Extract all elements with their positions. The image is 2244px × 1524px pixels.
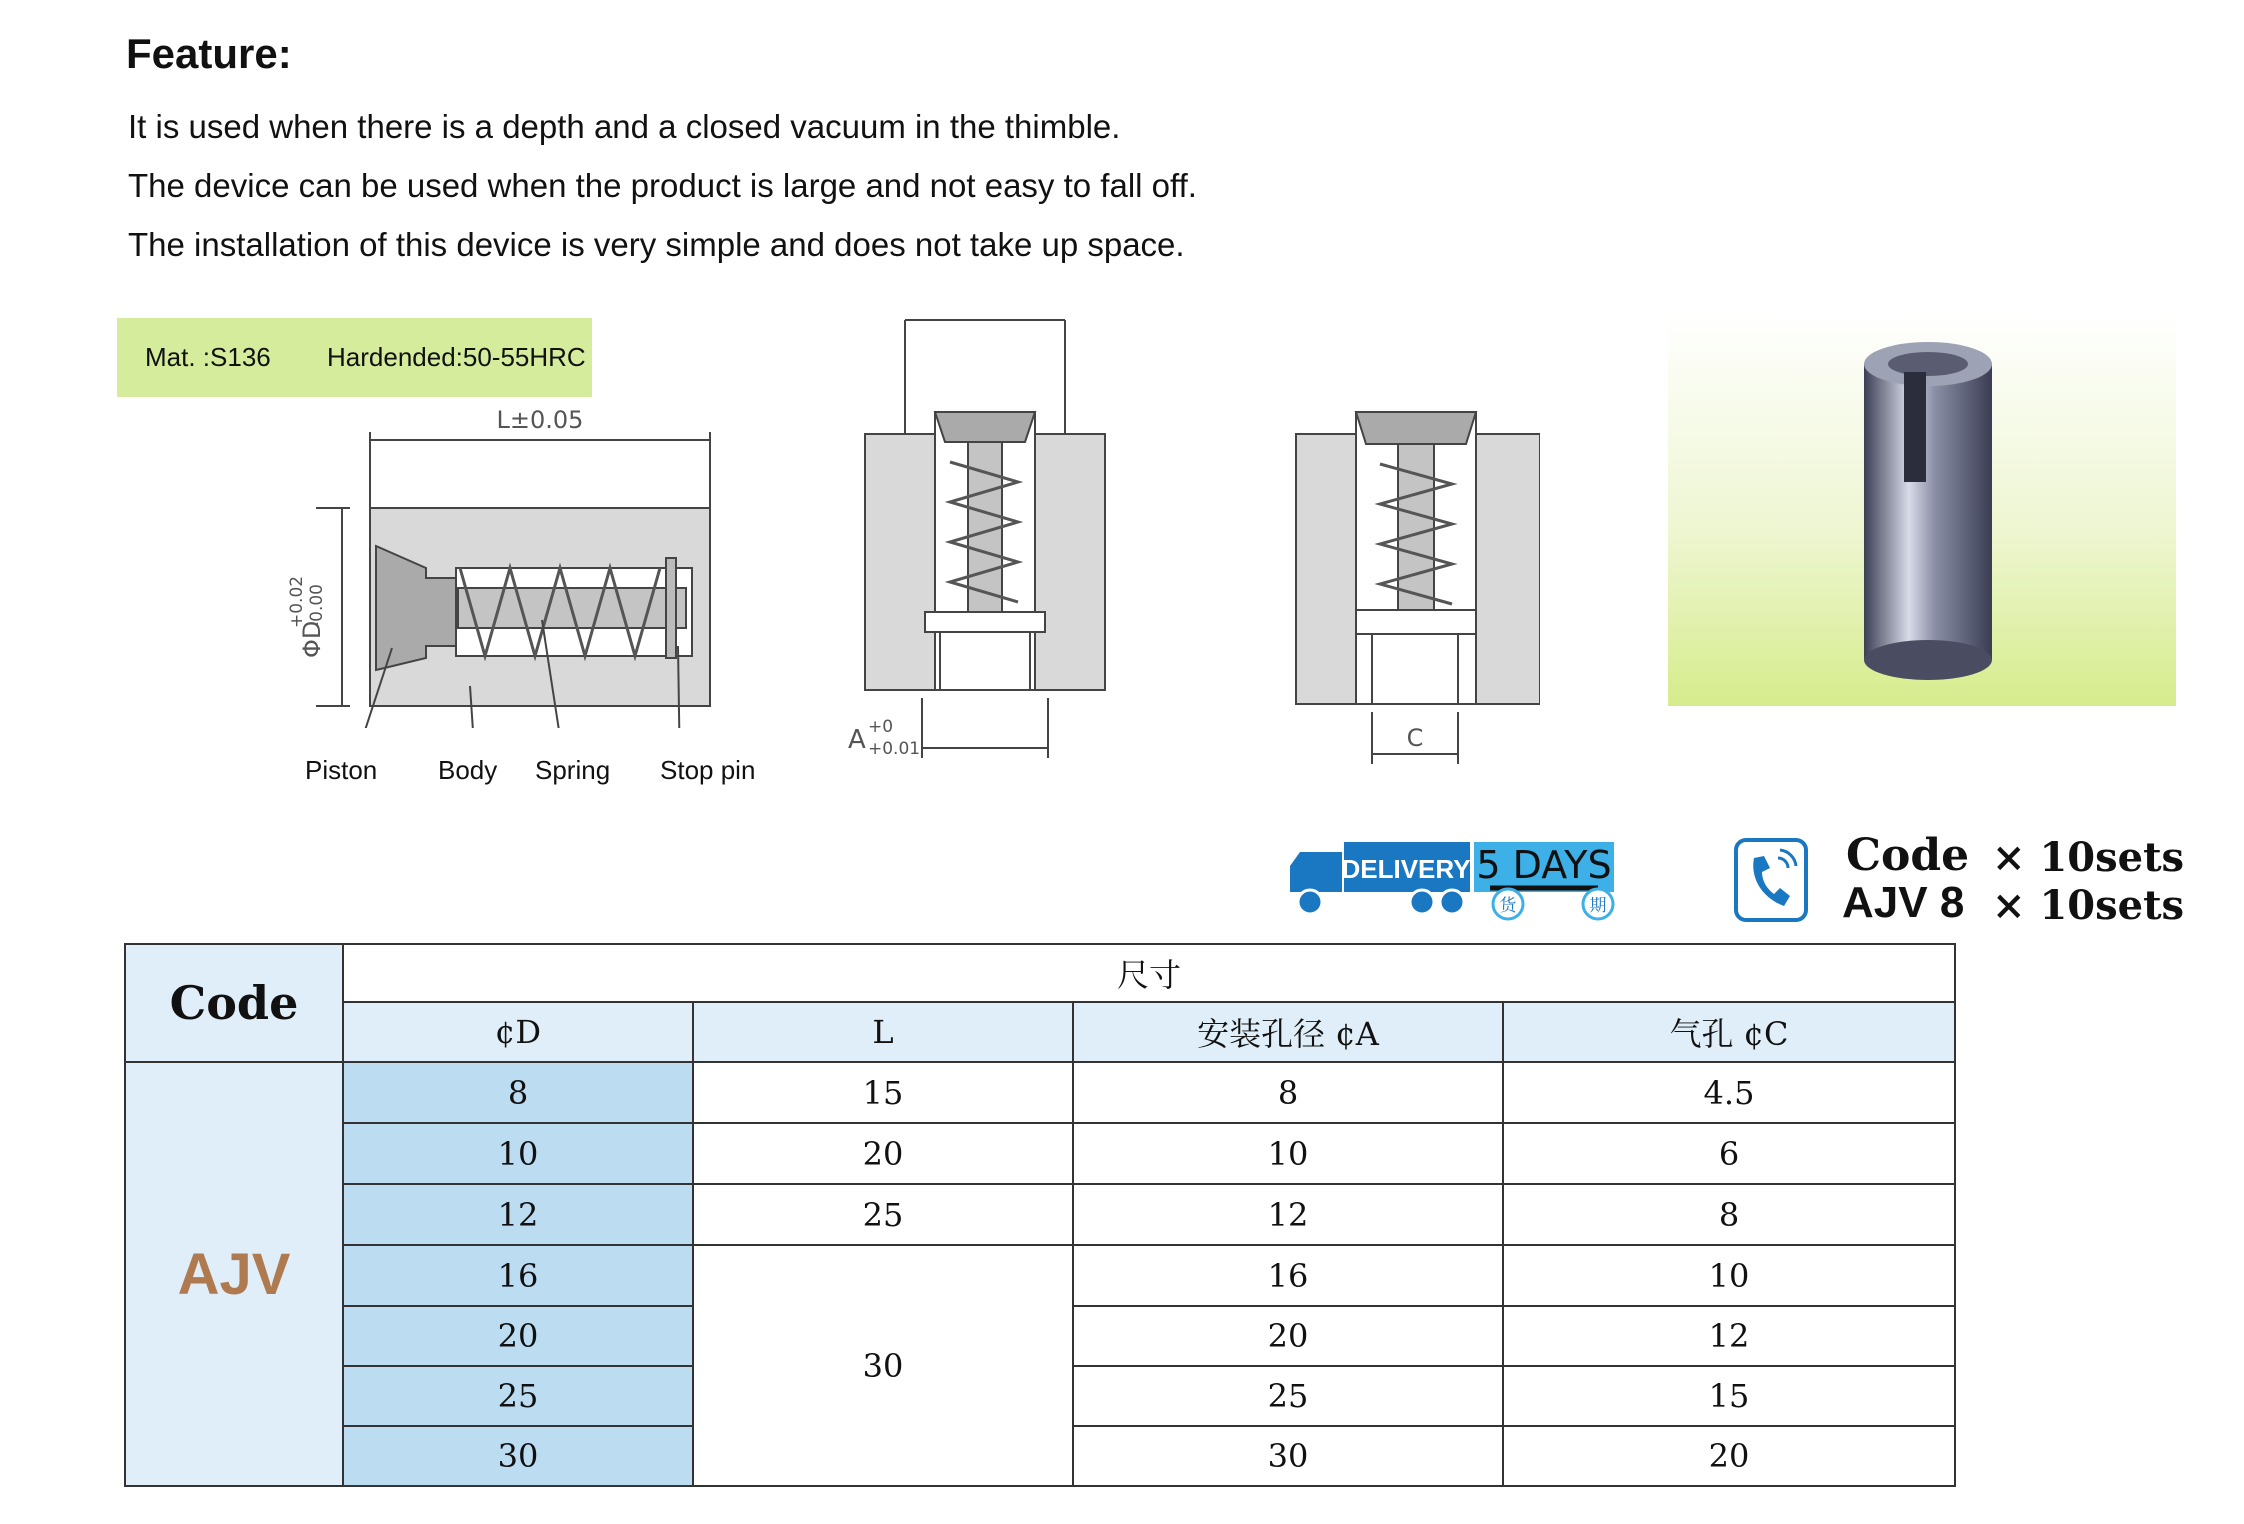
hole-tolerance-lower: +0.01 <box>868 739 921 759</box>
material-label: Mat. :S136 <box>145 342 271 372</box>
table-cell-d: 30 <box>343 1426 693 1486</box>
diameter-tolerance-lower: -0.00 <box>307 584 327 628</box>
table-cell-c: 20 <box>1503 1426 1955 1486</box>
table-cell-a: 20 <box>1073 1306 1503 1366</box>
table-cell-c: 6 <box>1503 1123 1955 1184</box>
delivery-label: DELIVERY <box>1341 854 1471 884</box>
table-cell-c: 8 <box>1503 1184 1955 1245</box>
truck-cab-icon <box>1290 852 1342 892</box>
installation-hole-diagram <box>840 318 1120 768</box>
feature-line-2: The device can be used when the product is large and not easy to fall off. <box>128 167 1197 204</box>
table-cell-l: 20 <box>693 1123 1073 1184</box>
delivery-badge <box>1286 836 1626 922</box>
column-header-d: ¢D <box>343 1002 693 1062</box>
order-code-header: Code <box>1846 830 1970 881</box>
product-cylinder-image <box>1668 312 2176 706</box>
delivery-char-1: 货 <box>1499 896 1517 916</box>
part-label-spring: Spring <box>535 755 611 785</box>
table-cell-a: 8 <box>1073 1062 1503 1123</box>
table-cell-d: 16 <box>343 1245 693 1306</box>
table-cell-a: 10 <box>1073 1123 1503 1184</box>
hardness-label: Hardended:50-55HRC <box>327 342 586 372</box>
diameter-tolerance-upper: +0.02 <box>287 575 307 628</box>
assembly-section-diagram <box>280 408 750 728</box>
size-header: 尺寸 <box>343 944 1955 1002</box>
part-label-stop-pin: Stop pin <box>660 755 756 785</box>
table-cell-a: 16 <box>1073 1245 1503 1306</box>
table-cell-d: 12 <box>343 1184 693 1245</box>
code-header: Code <box>125 944 343 1062</box>
table-cell-c: 15 <box>1503 1366 1955 1426</box>
order-code-example: AJV 8 <box>1842 878 1965 927</box>
table-cell-d: 8 <box>343 1062 693 1123</box>
delivery-days-label: 5 DAYS <box>1476 843 1612 887</box>
code-value-cell: AJV <box>125 1062 343 1486</box>
table-cell-a: 12 <box>1073 1184 1503 1245</box>
feature-line-3: The installation of this device is very simple and does not take up space. <box>128 226 1185 263</box>
air-hole-diagram <box>1280 408 1540 768</box>
delivery-char-2: 期 <box>1589 896 1607 916</box>
table-cell-d: 10 <box>343 1123 693 1184</box>
table-cell-c: 12 <box>1503 1306 1955 1366</box>
table-cell-l: 15 <box>693 1062 1073 1123</box>
part-label-piston: Piston <box>305 755 378 785</box>
table-cell-a: 25 <box>1073 1366 1503 1426</box>
table-cell-l-merged: 30 <box>693 1245 1073 1486</box>
table-cell-c: 10 <box>1503 1245 1955 1306</box>
table-cell-d: 20 <box>343 1306 693 1366</box>
hole-tolerance-upper: +0 <box>868 717 894 737</box>
column-header-a: 安装孔径 ¢A <box>1073 1002 1503 1062</box>
length-dimension-label: L±0.05 <box>496 408 584 434</box>
column-header-c: 气孔 ¢C <box>1503 1002 1955 1062</box>
hole-dimension-label: A <box>848 725 866 755</box>
feature-line-1: It is used when there is a depth and a closed vacuum in the thimble. <box>128 108 1121 145</box>
order-qty-header: × 10sets <box>1992 834 2185 881</box>
phone-icon <box>1734 838 1808 922</box>
part-label-body: Body <box>438 755 498 785</box>
product-photo <box>1668 312 2176 706</box>
column-header-l: L <box>693 1002 1073 1062</box>
table-cell-a: 30 <box>1073 1426 1503 1486</box>
feature-title: Feature: <box>126 30 292 77</box>
table-cell-d: 25 <box>343 1366 693 1426</box>
spec-table <box>124 943 1956 1487</box>
material-box <box>117 318 592 397</box>
table-cell-l: 25 <box>693 1184 1073 1245</box>
diameter-dimension-label: ΦD <box>298 620 326 658</box>
air-hole-dimension-label: C <box>1406 724 1424 752</box>
order-qty-example: × 10sets <box>1992 882 2185 929</box>
table-cell-c: 4.5 <box>1503 1062 1955 1123</box>
